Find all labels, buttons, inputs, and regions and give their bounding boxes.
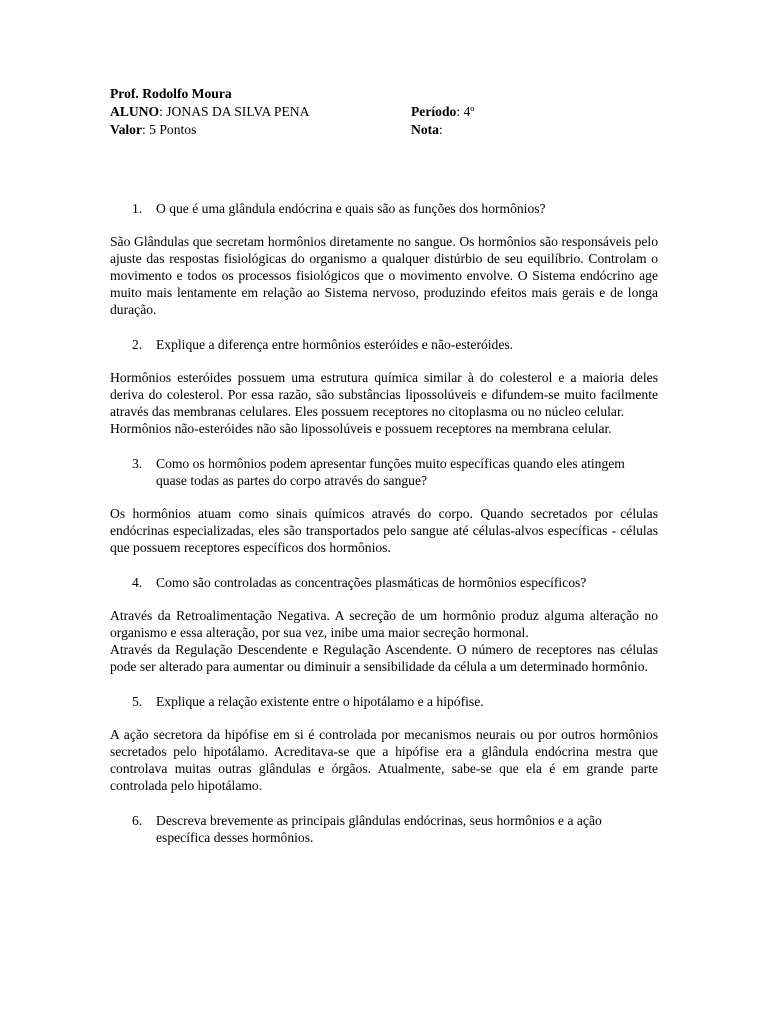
question-number: 3. — [132, 456, 143, 471]
question-number: 1. — [132, 201, 143, 216]
nota-value: : — [438, 122, 443, 137]
nota-label: Nota — [411, 122, 439, 137]
answer-2 — [110, 369, 658, 437]
answer-5 — [110, 726, 658, 794]
question-text: O que é uma glândula endócrina e quais são as funções dos hormônios? — [156, 201, 546, 216]
question-text: Explique a diferença entre hormônios esteróides e não-esteróides. — [156, 337, 514, 352]
question-3 — [110, 455, 658, 489]
valor-value: : 5 Pontos — [141, 122, 197, 137]
question-1 — [110, 200, 658, 217]
header-row-professor — [110, 85, 670, 103]
answer-paragraph: São Glândulas que secretam hormônios diretamente no sangue. Os hormônios são responsáveis pelo ajuste das respostas fisiológicas do organismo a qualquer distúrbio de seu equilíbrio. Controlam o movimento e todos os processos fisiológicos que o movimento envolve. O Sistema endócrino age muito mais lentamente em relação ao Sistema nervoso, produzindo efeitos mais gerais e de longa duração. — [110, 234, 658, 317]
question-6 — [110, 812, 658, 846]
question-5 — [110, 693, 658, 710]
document-header — [110, 85, 670, 139]
valor-label: Valor — [110, 122, 142, 137]
question-number: 2. — [132, 337, 143, 352]
periodo-label: Período — [411, 104, 457, 119]
question-number: 6. — [132, 813, 143, 828]
question-number: 5. — [132, 694, 143, 709]
question-4 — [110, 574, 658, 591]
professor-name: Prof. Rodolfo Moura — [110, 86, 232, 101]
question-text: Explique a relação existente entre o hipotálamo e a hipófise. — [156, 694, 484, 709]
questions-list — [110, 200, 658, 862]
question-text: Descreva brevemente as principais glândulas endócrinas, seus hormônios e a ação específica desses hormônios. — [156, 813, 602, 845]
answer-paragraph: Os hormônios atuam como sinais químicos através do corpo. Quando secretados por células endócrinas especializadas, eles são transportados pelo sangue até células-alvos específicas - células que possuem receptores específicos dos hormônios. — [110, 506, 658, 555]
periodo-value: : 4º — [456, 104, 475, 119]
header-row-grade — [110, 121, 670, 139]
answer-3 — [110, 505, 658, 556]
answer-paragraph: Através da Retroalimentação Negativa. A secreção de um hormônio produz alguma alteração no organismo e essa alteração, por sua vez, inibe uma maior secreção hormonal. — [110, 608, 658, 640]
answer-paragraph: Hormônios esteróides possuem uma estrutura química similar à do colesterol e a maioria deles deriva do colesterol. Por essa razão, são substâncias lipossolúveis e difundem-se muito facilmente através das membranas celulares. Eles possuem receptores no citoplasma ou no núcleo celular. — [110, 370, 658, 419]
answer-paragraph: A ação secretora da hipófise em si é controlada por mecanismos neurais ou por outros hormônios secretados pelo hipotálamo. Acreditava-se que a hipófise era a glândula endócrina mestra que controlava muitas outras glândulas e órgãos. Atualmente, sabe-se que ela é em grande parte controlada pelo hipotálamo. — [110, 727, 658, 793]
answer-paragraph: Através da Regulação Descendente e Regulação Ascendente. O número de receptores nas células pode ser alterado para aumentar ou diminuir a sensibilidade da célula a um determinado hormônio. — [110, 642, 658, 674]
answer-4 — [110, 607, 658, 675]
question-2 — [110, 336, 658, 353]
question-text: Como os hormônios podem apresentar funções muito específicas quando eles atingem quase todas as partes do corpo através do sangue? — [156, 456, 625, 488]
valor-field — [110, 121, 196, 138]
aluno-label: ALUNO — [110, 104, 160, 119]
nota-field — [411, 121, 443, 138]
header-row-student — [110, 103, 670, 121]
question-text: Como são controladas as concentrações plasmáticas de hormônios específicos? — [156, 575, 587, 590]
period-field — [411, 103, 475, 120]
answer-1 — [110, 233, 658, 318]
question-number: 4. — [132, 575, 143, 590]
student-field — [110, 103, 309, 120]
aluno-value: : JONAS DA SILVA PENA — [159, 104, 310, 119]
answer-paragraph: Hormônios não-esteróides não são lipossolúveis e possuem receptores na membrana celular. — [110, 421, 612, 436]
